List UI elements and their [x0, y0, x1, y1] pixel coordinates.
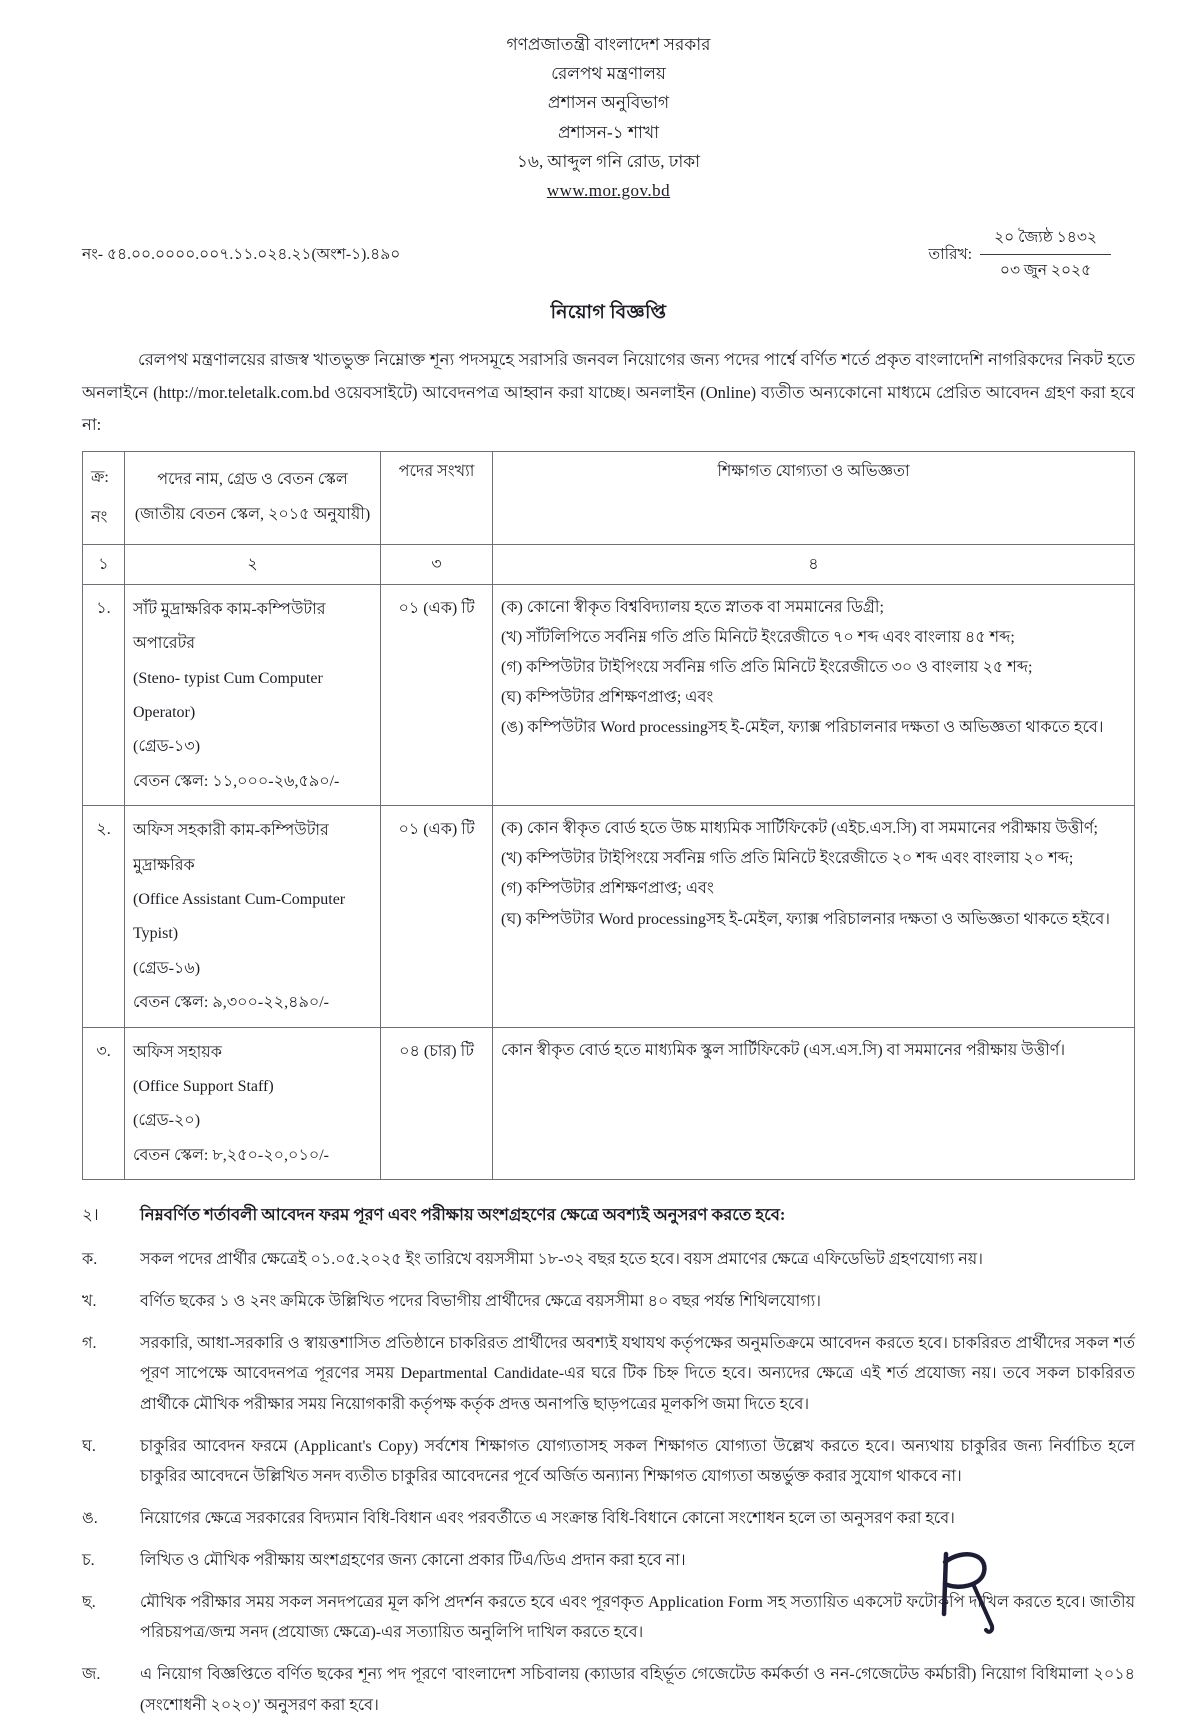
memo-number: নং- ৫৪.০০.০০০০.০০৭.১১.০২৪.২১(অংশ-১).৪৯০ — [82, 245, 401, 263]
row2-serial: ২. — [83, 806, 125, 1027]
ministry-name: রেলপথ মন্ত্রণালয় — [551, 64, 666, 84]
condition-label: ঘ. — [82, 1437, 96, 1455]
condition-text: নিয়োগের ক্ষেত্রে সরকারের বিদ্যমান বিধি-বিধান এবং পরবর্তীতে এ সংক্রান্ত বিধি-বিধানে কোনো সংশোধন হলে তা অনুসরণ করা হবে। — [140, 1510, 955, 1528]
row2-qual-c: (গ) কম্পিউটার প্রশিক্ষণপ্রাপ্ত; এবং — [501, 880, 714, 898]
row3-post — [125, 1027, 381, 1180]
section2 — [82, 1202, 1135, 1229]
condition-label: ক. — [82, 1251, 98, 1269]
header-serial-line1: ক্র: — [91, 468, 109, 486]
office-address: ১৬, আব্দুল গনি রোড, ঢাকা — [516, 151, 701, 171]
header-count: পদের সংখ্যা — [381, 451, 493, 544]
table-row — [83, 806, 1135, 1027]
row1-qual-a: (ক) কোনো স্বীকৃত বিশ্ববিদ্যালয় হতে স্নাতক বা সমমানের ডিগ্রী; — [501, 598, 884, 616]
table-header-row — [83, 451, 1135, 544]
date-label: তারিখ: — [928, 245, 973, 263]
row3-count: ০৪ (চার) টি — [381, 1027, 493, 1180]
row1-grade: (গ্রেড-১৩) — [133, 738, 201, 756]
row2-pay-scale: বেতন স্কেল: ৯,৩০০-২২,৪৯০/- — [133, 994, 330, 1012]
section2-heading: নিম্নবর্ণিত শর্তাবলী আবেদন ফরম পূরণ এবং পরীক্ষায় অংশগ্রহণের ক্ষেত্রে অবশ্যই অনুসরণ করতে হবে: — [140, 1205, 786, 1225]
condition-item — [82, 1504, 1135, 1535]
date-bangla: ২০ জ্যৈষ্ঠ ১৪৩২ — [980, 225, 1111, 255]
row3-qual-text: কোন স্বীকৃত বোর্ড হতে মাধ্যমিক স্কুল সার্টিফিকেট (এস.এস.সি) বা সমমানের পরীক্ষায় উত্তীর্ণ। — [501, 1041, 1066, 1059]
header-qualification: শিক্ষাগত যোগ্যতা ও অভিজ্ঞতা — [493, 451, 1135, 544]
page-title: নিয়োগ বিজ্ঞপ্তি — [550, 302, 667, 324]
row2-count: ০১ (এক) টি — [381, 806, 493, 1027]
row1-serial: ১. — [83, 584, 125, 805]
date-gregorian: ০৩ জুন ২০২৫ — [999, 262, 1092, 280]
website-link: www.mor.gov.bd — [546, 181, 671, 201]
row3-pay-scale: বেতন স্কেল: ৮,২৫০-২০,০১০/- — [133, 1146, 330, 1164]
division-name: প্রশাসন অনুবিভাগ — [547, 93, 670, 113]
row1-pay-scale: বেতন স্কেল: ১১,০০০-২৬,৫৯০/- — [133, 772, 340, 790]
row3-grade: (গ্রেড-২০) — [133, 1112, 201, 1130]
condition-label: জ. — [82, 1666, 101, 1684]
conditions-list — [82, 1245, 1135, 1721]
row1-post-name: সাঁট মুদ্রাক্ষরিক কাম-কম্পিউটার অপারেটর — [133, 600, 326, 653]
section2-number: ২। — [82, 1205, 99, 1225]
row1-qual-c: (গ) কম্পিউটার টাইপিংয়ে সর্বনিম্ন গতি প্রতি মিনিটে ইংরেজীতে ৩০ ও বাংলায় ২৫ শব্দ; — [501, 659, 1033, 677]
row3-post-english: (Office Support Staff) — [133, 1078, 274, 1095]
condition-item — [82, 1245, 1135, 1276]
posts-table — [82, 451, 1135, 1180]
row2-qual-a: (ক) কোন স্বীকৃত বোর্ড হতে উচ্চ মাধ্যমিক সার্টিফিকেট (এইচ.এস.সি) বা সমমানের পরীক্ষায় উত্তীর্ণ; — [501, 820, 1098, 838]
column-number-row — [83, 544, 1135, 584]
memo-row — [82, 225, 1135, 284]
signature-initial-icon — [930, 1548, 1008, 1645]
row2-qual-d: (ঘ) কম্পিউটার Word processingসহ ই-মেইল, ফ্যাক্স পরিচালনার দক্ষতা ও অভিজ্ঞতা থাকতে হইবে। — [501, 910, 1110, 928]
table-row — [83, 584, 1135, 805]
row2-qualification — [493, 806, 1135, 1027]
row3-post-name: অফিস সহায়ক — [133, 1043, 222, 1061]
row2-post-name: অফিস সহকারী কাম-কম্পিউটার মুদ্রাক্ষরিক — [133, 822, 329, 874]
condition-item — [82, 1432, 1135, 1493]
header-serial-line2: নং — [91, 508, 108, 526]
row1-count: ০১ (এক) টি — [381, 584, 493, 805]
col-number-4: ৪ — [493, 544, 1135, 584]
letterhead — [82, 30, 1135, 205]
date-stack — [980, 225, 1111, 284]
condition-label: খ. — [82, 1292, 97, 1310]
condition-label: গ. — [82, 1334, 97, 1352]
row1-post — [125, 584, 381, 805]
row1-qual-e: (ঙ) কম্পিউটার Word processingসহ ই-মেইল, ফ্যাক্স পরিচালনার দক্ষতা ও অভিজ্ঞতা থাকতে হবে। — [501, 719, 1104, 737]
condition-text: সকল পদের প্রার্থীর ক্ষেত্রেই ০১.০৫.২০২৫ ইং তারিখে বয়সসীমা ১৮-৩২ বছর হতে হবে। বয়স প্রমাণের ক্ষেত্রে এফিডেভিট গ্রহণযোগ্য নয়। — [140, 1251, 983, 1269]
col-number-2: ২ — [125, 544, 381, 584]
row3-qualification — [493, 1027, 1135, 1180]
condition-label: চ. — [82, 1551, 95, 1569]
row3-serial: ৩. — [83, 1027, 125, 1180]
condition-text: এ নিয়োগ বিজ্ঞপ্তিতে বর্ণিত ছকের শূন্য পদ পূরণে 'বাংলাদেশ সচিবালয় (ক্যাডার বহির্ভূত গেজেটেড কর্মকর্তা ও নন-গেজেটেড কর্মচারী) নিয়োগ বিধিমালা ২০১৪ (সংশোধনী ২০২০)' অনুসরণ করা হবে। — [140, 1666, 1135, 1714]
col-number-1: ১ — [83, 544, 125, 584]
government-name: গণপ্রজাতন্ত্রী বাংলাদেশ সরকার — [506, 35, 711, 54]
row2-grade: (গ্রেড-১৬) — [133, 959, 201, 977]
col-number-3: ৩ — [381, 544, 493, 584]
row2-qual-b: (খ) কম্পিউটার টাইপিংয়ে সর্বনিম্ন গতি প্রতি মিনিটে ইংরেজীতে ২০ শব্দ এবং বাংলায় ২০ শব্দ; — [501, 850, 1074, 868]
intro-paragraph: রেলপথ মন্ত্রণালয়ের রাজস্ব খাতভুক্ত নিম্নোক্ত শূন্য পদসমূহে সরাসরি জনবল নিয়োগের জন্য পদের পার্শ্বে বর্ণিত শর্তে প্রকৃত বাংলাদেশি নাগরিকদের নিকট হতে অনলাইনে (http://mor.teletalk.com.bd ওয়েবসাইটে) আবেদনপত্র আহ্বান করা যাচ্ছে। অনলাইন (Online) ব্যতীত অন্যকোনো মাধ্যমে প্রেরিত আবেদন গ্রহণ করা হবে না: — [82, 350, 1135, 434]
header-post: পদের নাম, গ্রেড ও বেতন স্কেল (জাতীয় বেতন স্কেল, ২০১৫ অনুযায়ী) — [125, 451, 381, 544]
row1-post-english: (Steno- typist Cum Computer Operator) — [133, 669, 323, 722]
header-serial — [83, 451, 125, 544]
row1-qual-d: (ঘ) কম্পিউটার প্রশিক্ষণপ্রাপ্ত; এবং — [501, 689, 714, 707]
condition-label: ঙ. — [82, 1510, 98, 1528]
row2-post-english: (Office Assistant Cum-Computer Typist) — [133, 891, 346, 943]
condition-text: লিখিত ও মৌখিক পরীক্ষায় অংশগ্রহণের জন্য কোনো প্রকার টিএ/ডিএ প্রদান করা হবে না। — [140, 1551, 686, 1569]
condition-item — [82, 1329, 1135, 1421]
row1-qualification — [493, 584, 1135, 805]
condition-item — [82, 1660, 1135, 1721]
condition-label: ছ. — [82, 1593, 96, 1611]
condition-text: মৌখিক পরীক্ষার সময় সকল সনদপত্রের মূল কপি প্রদর্শন করতে হবে এবং পূরণকৃত Application Form সহ সত্যায়িত একসেট ফটোকপি দাখিল করতে হবে। জাতীয় পরিচয়পত্র/জন্ম সনদ (প্রযোজ্য ক্ষেত্রে)-এর সত্যায়িত অনুলিপি দাখিল করতে হবে। — [140, 1593, 1135, 1642]
condition-text: চাকুরির আবেদন ফরমে (Applicant's Copy) সর্বশেষ শিক্ষাগত যোগ্যতাসহ সকল শিক্ষাগত যোগ্যতা উল্লেখ করতে হবে। অন্যথায় চাকুরির জন্য নির্বাচিত হলে চাকুরির আবেদনে উল্লিখিত সনদ ব্যতীত চাকুরির আবেদনের পূর্বে অর্জিত অন্যান্য শিক্ষাগত যোগ্যতা অন্তর্ভুক্ত করার সুযোগ থাকবে না। — [140, 1437, 1135, 1486]
date-block — [929, 225, 1112, 284]
condition-item — [82, 1287, 1135, 1318]
row2-post — [125, 806, 381, 1027]
condition-text: বর্ণিত ছকের ১ ও ২নং ক্রমিকে উল্লিখিত পদের বিভাগীয় প্রার্থীদের ক্ষেত্রে বয়সসীমা ৪০ বছর পর্যন্ত শিথিলযোগ্য। — [140, 1292, 821, 1310]
branch-name: প্রশাসন-১ শাখা — [557, 122, 660, 142]
table-row — [83, 1027, 1135, 1180]
condition-text: সরকারি, আধা-সরকারি ও স্বায়ত্তশাসিত প্রতিষ্ঠানে চাকরিরত প্রার্থীদের অবশ্যই যথাযথ কর্তৃপক্ষের অনুমতিক্রমে আবেদন করতে হবে। চাকরিরত প্রার্থীদের সকল শর্ত পূরণ সাপেক্ষে আবেদনপত্র পূরণের সময় Departmental Candidate-এর ঘরে টিক চিহ্ন দিতে হবে। অন্যদের ক্ষেত্রে এই শর্ত প্রযোজ্য নয়। তবে সকল চাকরিরত প্রার্থীকে মৌখিক পরীক্ষার সময় নিয়োগকারী কর্তৃপক্ষ কর্তৃক প্রদত্ত অনাপত্তি ছাড়পত্রের মূলকপি জমা দিতে হবে। — [140, 1334, 1135, 1414]
row1-qual-b: (খ) সাঁটলিপিতে সর্বনিম্ন গতি প্রতি মিনিটে ইংরেজীতে ৭০ শব্দ এবং বাংলায় ৪৫ শব্দ; — [501, 629, 1015, 646]
